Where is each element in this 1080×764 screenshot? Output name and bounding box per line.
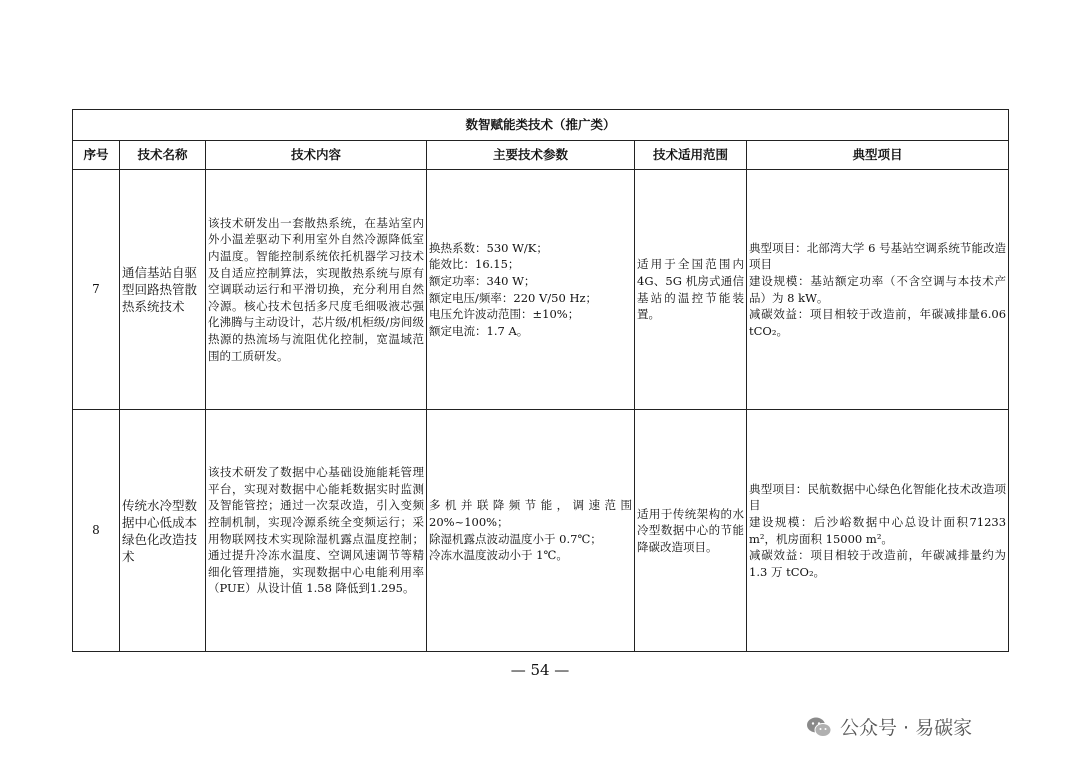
header-name: 技术名称 bbox=[120, 141, 206, 170]
header-content: 技术内容 bbox=[206, 141, 427, 170]
row-number: 7 bbox=[73, 170, 120, 410]
technology-content: 该技术研发了数据中心基础设施能耗管理平台，实现对数据中心能耗数据实时监测及智能管控；通过一次泵改造，引入变频控制机制，实现冷源系统全变频运行；采用物联网技术实现除湿机露点温度控制；通过提升冷冻水温度、空调风速调节等精细化管理措施，实现数据中心电能利用率（PUE）从设计值 1.58 降低到1.295。 bbox=[206, 410, 427, 652]
technology-table bbox=[72, 109, 1009, 652]
row-number: 8 bbox=[73, 410, 120, 652]
technology-params: 换热系数：530 W/K； 能效比：16.15； 额定功率：340 W； 额定电压/频率：220 V/50 Hz； 电压允许波动范围：±10%； 额定电流：1.7 A。 bbox=[427, 170, 635, 410]
watermark-text: 公众号 · 易碳家 bbox=[840, 717, 973, 739]
technology-scope: 适用于传统架构的水冷型数据中心的节能降碳改造项目。 bbox=[635, 410, 747, 652]
table-row bbox=[73, 170, 1009, 410]
typical-project: 典型项目：民航数据中心绿色化智能化技术改造项目 建设规模：后沙峪数据中心总设计面积71233 m²，机房面积 15000 m²。 减碳效益：项目相较于改造前，年碳减排量约为 1.3 万 tCO₂。 bbox=[747, 410, 1009, 652]
typical-project: 典型项目：北部湾大学 6 号基站空调系统节能改造项目 建设规模：基站额定功率（不含空调与本技术产品）为 8 kW。 减碳效益：项目相较于改造前，年碳减排量6.06 tCO₂。 bbox=[747, 170, 1009, 410]
technology-content: 该技术研发出一套散热系统，在基站室内外小温差驱动下利用室外自然冷源降低室内温度。智能控制系统依托机器学习技术及自适应控制算法，实现散热系统与原有空调联动运行和平滑切换，充分利用自然冷源。核心技术包括多尺度毛细吸液芯强化沸腾与主动设计，芯片级/机柜级/房间级热源的热流场与流阻优化控制，宽温域范围的工质研发。 bbox=[206, 170, 427, 410]
table-row bbox=[73, 410, 1009, 652]
header-params: 主要技术参数 bbox=[427, 141, 635, 170]
technology-name: 传统水冷型数据中心低成本绿色化改造技术 bbox=[120, 410, 206, 652]
technology-name: 通信基站自驱型回路热管散热系统技术 bbox=[120, 170, 206, 410]
wechat-icon bbox=[806, 716, 832, 738]
header-project: 典型项目 bbox=[747, 141, 1009, 170]
watermark bbox=[806, 713, 972, 740]
table-header-row bbox=[73, 141, 1009, 170]
page-number: — 54 — bbox=[510, 661, 570, 679]
header-scope: 技术适用范围 bbox=[635, 141, 747, 170]
table-title: 数智赋能类技术（推广类） bbox=[73, 110, 1009, 141]
technology-params: 多机并联降频节能，调速范围20%~100%； 除湿机露点波动温度小于 0.7℃； 冷冻水温度波动小于 1℃。 bbox=[427, 410, 635, 652]
header-no: 序号 bbox=[73, 141, 120, 170]
technology-scope: 适用于全国范围内4G、5G 机房式通信基站的温控节能装置。 bbox=[635, 170, 747, 410]
